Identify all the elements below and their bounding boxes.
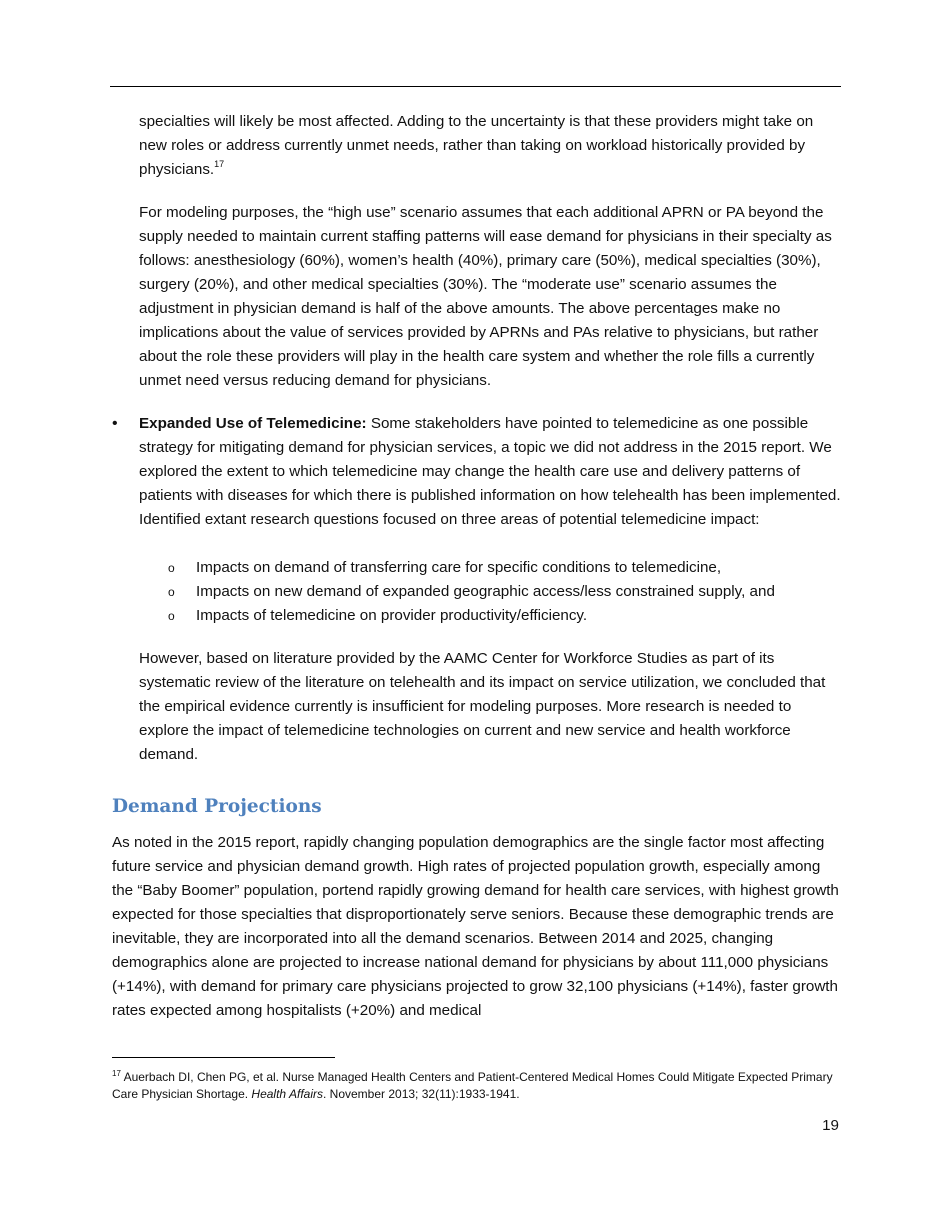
telemedicine-title: Expanded Use of Telemedicine: xyxy=(139,415,367,432)
telemedicine-text: Some stakeholders have pointed to telemedicine as one possible strategy for mitigating demand for physician services, a topic we did not address in the 2015 report. We explored the extent to which telemedicine may change the health care use and delivery patterns of patients with diseases for which there is published information on how telehealth has been implemented. Identified extant research questions focused on three areas of potential telemedicine impact: xyxy=(139,415,841,528)
paragraph-aprn-uncertainty xyxy=(139,110,844,182)
page-number: 19 xyxy=(822,1117,839,1134)
sub-list-item xyxy=(168,580,775,604)
sub-list-item-text: Impacts on new demand of expanded geographic access/less constrained supply, and xyxy=(196,583,775,600)
paragraph-text: specialties will likely be most affected. Adding to the uncertainty is that these providers might take on new roles or address currently unmet needs, rather than taking on workload historically provided by physicians. xyxy=(139,113,814,178)
sub-bullet-marker: o xyxy=(168,561,175,575)
footnote-number: 17 xyxy=(112,1069,121,1078)
sub-bullet-marker: o xyxy=(168,585,175,599)
header-rule xyxy=(110,86,841,87)
sub-bullet-marker: o xyxy=(168,609,175,623)
paragraph-telemedicine-conclusion: However, based on literature provided by the AAMC Center for Workforce Studies as part of its systematic review of the literature on telehealth and its impact on service utilization, we concluded that the empirical evidence currently is insufficient for modeling purposes. More research is needed to explore the impact of telemedicine technologies on current and new service and health workforce demand. xyxy=(139,650,826,763)
footnote-reference[interactable]: 17 xyxy=(214,159,225,169)
footnote-citation: . November 2013; 32(11):1933-1941. xyxy=(323,1086,520,1101)
paragraph-telemedicine xyxy=(139,412,844,532)
footnote xyxy=(112,1069,840,1102)
sub-list-item xyxy=(168,604,587,628)
bullet-marker: • xyxy=(112,415,118,432)
paragraph-demand-projections: As noted in the 2015 report, rapidly changing population demographics are the single factor most affecting future service and physician demand growth. High rates of projected population growth, especially among the “Baby Boomer” population, portend rapidly growing demand for health care services, with highest growth expected for those specialties that disproportionately serve seniors. Because these demographic trends are inevitable, they are incorporated into all the demand scenarios. Between 2014 and 2025, changing demographics alone are projected to increase national demand for physicians by about 111,000 physicians (+14%), with demand for primary care physicians projected to grow 32,100 physicians (+14%), faster growth rates expected among hospitalists (+20%) and medical xyxy=(112,834,839,1019)
section-heading: Demand Projections xyxy=(112,796,322,817)
sub-list-item xyxy=(168,556,721,580)
sub-list-item-text: Impacts on demand of transferring care for specific conditions to telemedicine, xyxy=(196,559,722,576)
footnote-journal: Health Affairs xyxy=(251,1086,323,1101)
footnote-separator xyxy=(112,1057,335,1058)
paragraph-modeling-purposes: For modeling purposes, the “high use” scenario assumes that each additional APRN or PA beyond the supply needed to maintain current staffing patterns will ease demand for physicians in their specialty as follows: anesthesiology (60%), women’s health (40%), primary care (50%), medical specialties (30%), surgery (20%), and other medical specialties (30%). The “moderate use” scenario assumes the adjustment in physician demand is half of the above amounts. The above percentages make no implications about the value of services provided by APRNs and PAs relative to physicians, but rather about the role these providers will play in the health care system and whether the role fills a currently unmet need versus reducing demand for physicians. xyxy=(139,204,832,389)
footnote-text: Auerbach DI, Chen PG, et al. Nurse Managed Health Centers and Patient-Centered Medical Homes Could Mitigate Expected Primary Care Physician Shortage. xyxy=(112,1070,833,1101)
sub-list-item-text: Impacts of telemedicine on provider productivity/efficiency. xyxy=(196,607,588,624)
